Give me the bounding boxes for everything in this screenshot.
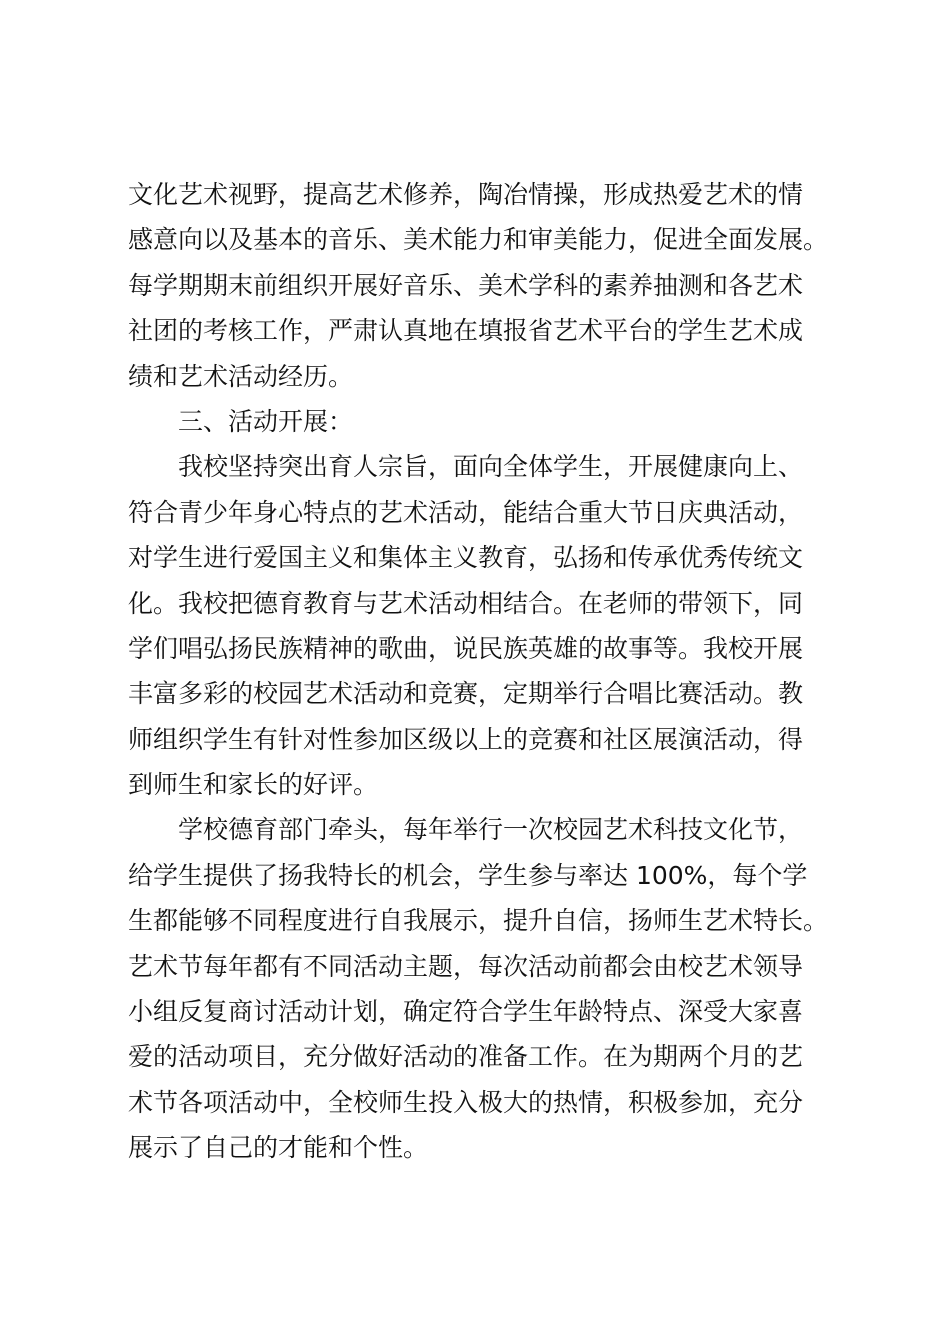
paragraph-line: 化。我校把德育教育与艺术活动相结合。在老师的带领下，同 bbox=[128, 588, 804, 618]
paragraph-1 bbox=[128, 172, 848, 399]
paragraph-line: 生都能够不同程度进行自我展示，提升自信，扬师生艺术特长。 bbox=[128, 906, 829, 936]
paragraph-line: 我校坚持突出育人宗旨，面向全体学生，开展健康向上、 bbox=[178, 452, 804, 482]
paragraph-3 bbox=[128, 807, 848, 1170]
paragraph-line: 爱的活动项目，充分做好活动的准备工作。在为期两个月的艺 bbox=[128, 1042, 804, 1072]
paragraph-line: 术节各项活动中，全校师生投入极大的热情，积极参加，充分 bbox=[128, 1087, 804, 1117]
paragraph-line: 学们唱弘扬民族精神的歌曲，说民族英雄的故事等。我校开展 bbox=[128, 633, 804, 663]
paragraph-2 bbox=[128, 444, 848, 807]
paragraph-line: 文化艺术视野，提高艺术修养，陶冶情操，形成热爱艺术的情 bbox=[128, 180, 804, 209]
paragraph-line: 给学生提供了扬我特长的机会，学生参与率达 100%，每个学 bbox=[128, 860, 808, 890]
paragraph-line: 社团的考核工作，严肃认真地在填报省艺术平台的学生艺术成 bbox=[128, 316, 804, 346]
paragraph-line: 丰富多彩的校园艺术活动和竞赛，定期举行合唱比赛活动。教 bbox=[128, 679, 804, 709]
paragraph-line: 小组反复商讨活动计划，确定符合学生年龄特点、深受大家喜 bbox=[128, 997, 804, 1027]
section-heading: 三、活动开展： bbox=[178, 406, 354, 436]
paragraph-line: 每学期期末前组织开展好音乐、美术学科的素养抽测和各艺术 bbox=[128, 270, 804, 300]
paragraph-line: 感意向以及基本的音乐、美术能力和审美能力，促进全面发展。 bbox=[128, 225, 829, 255]
paragraph-line: 艺术节每年都有不同活动主题，每次活动前都会由校艺术领导 bbox=[128, 951, 804, 981]
paragraph-line: 绩和艺术活动经历。 bbox=[128, 361, 354, 391]
paragraph-line: 符合青少年身心特点的艺术活动，能结合重大节日庆典活动， bbox=[128, 497, 804, 527]
document-body bbox=[128, 172, 848, 1171]
paragraph-line: 到师生和家长的好评。 bbox=[128, 770, 379, 800]
paragraph-line: 对学生进行爱国主义和集体主义教育，弘扬和传承优秀传统文 bbox=[128, 543, 804, 573]
paragraph-line: 学校德育部门牵头，每年举行一次校园艺术科技文化节， bbox=[178, 815, 804, 845]
paragraph-line: 师组织学生有针对性参加区级以上的竞赛和社区展演活动，得 bbox=[128, 724, 804, 754]
paragraph-line: 展示了自己的才能和个性。 bbox=[128, 1133, 429, 1163]
